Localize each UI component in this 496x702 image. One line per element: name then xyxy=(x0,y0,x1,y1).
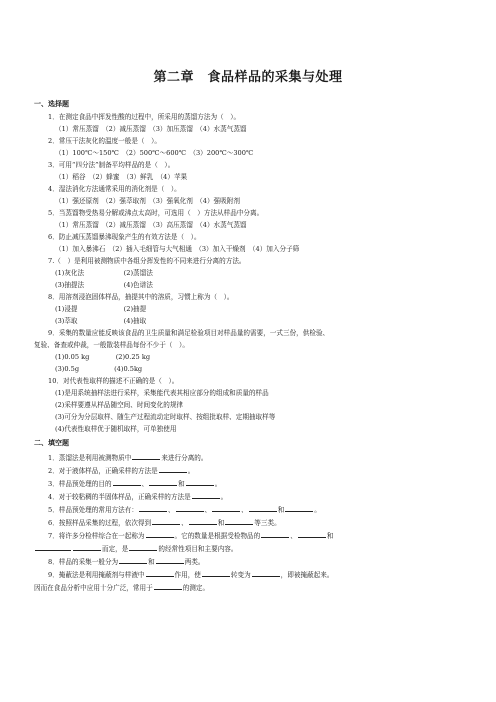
answer-blank[interactable] xyxy=(202,570,230,577)
question-line: (2)采样要遵从样品随空间、时间变化的规律 xyxy=(55,401,184,409)
answer-blank[interactable] xyxy=(152,518,180,525)
fill-text: 、 xyxy=(241,506,248,514)
fill-text: 等三类。 xyxy=(254,519,281,527)
fill-text: 4．对于较粘稠的半固体样品，正确采样的方法是 xyxy=(48,493,191,501)
fill-text: 、 xyxy=(181,519,188,527)
fill-question-line xyxy=(48,492,227,501)
answer-blank[interactable] xyxy=(129,544,157,551)
fill-text: 、 xyxy=(141,480,149,488)
question-line: 复验、备查或仲裁，一般散装样品每份不少于（ ）。 xyxy=(34,341,189,349)
question-line: 10．对代表性取样的描述不正确的是（ ）。 xyxy=(48,377,179,385)
fill-question-line xyxy=(48,479,221,488)
question-line: 8．用溶剂浸泡固体样品，抽提其中的溶质，习惯上称为（ ）。 xyxy=(48,293,234,301)
question-line: 2．常压干法灰化的温度一般是（ ）。 xyxy=(48,137,161,145)
question-line: （1）稻谷 （2）蜂蜜 （3）鲜乳 （4）苹果 xyxy=(55,173,188,181)
fill-text: 6．按照样品采集的过程，依次得到 xyxy=(48,519,152,527)
section-heading-choice: 一、选择题 xyxy=(34,99,69,108)
question-line: （1）加入暴沸石 （2）插入毛细管与大气相通 （3）加入干燥剂 （4）加入分子筛 xyxy=(55,245,300,253)
fill-text: 和 xyxy=(326,532,334,540)
fill-text: 来进行分离的。 xyxy=(161,454,208,462)
fill-question-line xyxy=(48,453,207,462)
answer-blank[interactable] xyxy=(186,479,214,486)
answer-blank[interactable] xyxy=(249,505,277,512)
answer-blank[interactable] xyxy=(156,557,184,564)
answer-blank[interactable] xyxy=(159,466,187,473)
fill-text: 和 xyxy=(178,480,185,488)
answer-blank[interactable] xyxy=(132,453,160,460)
fill-text: 、 xyxy=(204,506,212,514)
question-line: 3．可用“四分法”制备平均样品的是（ ）。 xyxy=(48,161,175,169)
question-line: 4．湿法消化方法通常采用的消化剂是（ ）。 xyxy=(48,185,181,193)
fill-text: 的经常性项目和主要内容。 xyxy=(158,545,238,553)
fill-question-line xyxy=(34,544,238,553)
fill-text: 的测定。 xyxy=(182,584,210,592)
answer-blank[interactable] xyxy=(298,531,326,538)
question-line: (4)代表性取样优于随机取样，可单独使用 xyxy=(55,425,177,433)
fill-text: 。 xyxy=(314,506,321,514)
fill-text: 。 xyxy=(214,480,222,488)
fill-text: 、 xyxy=(167,506,175,514)
fill-text: 和 xyxy=(277,506,285,514)
fill-text: 两类。 xyxy=(184,558,205,566)
question-line: (1)灰化法 (2)蒸馏法 xyxy=(55,269,153,277)
answer-blank[interactable] xyxy=(119,557,147,564)
answer-blank[interactable] xyxy=(192,492,220,499)
answer-blank[interactable] xyxy=(212,505,240,512)
question-line: (3)萃取 (4)抽取 xyxy=(55,317,147,325)
question-line: 9．采集的数量应能反映该食品的卫生质量和满足检验项目对样品量的需要，一式三份，供检验、 xyxy=(48,329,330,337)
fill-text: 转变为 xyxy=(230,571,251,579)
answer-blank[interactable] xyxy=(146,570,174,577)
fill-text: 9．掩蔽法是利用掩蔽剂与样液中 xyxy=(48,571,145,579)
answer-blank[interactable] xyxy=(285,505,313,512)
answer-blank[interactable] xyxy=(189,518,217,525)
question-line: 6．防止减压蒸馏暴沸现象产生的有效方法是（ ）。 xyxy=(48,233,201,241)
fill-text: 2．对于液体样品，正确采样的方法是 xyxy=(48,467,158,475)
question-line: 1．在测定食品中挥发性酸的过程中，所采用的蒸馏方法为（ ）。 xyxy=(48,113,241,121)
answer-blank[interactable] xyxy=(252,570,280,577)
question-line: （1）100℃～150℃ （2）500℃～600℃ （3）200℃～300℃ xyxy=(55,149,254,157)
fill-text: 和 xyxy=(148,558,155,566)
fill-text: 5．样品预处理的常用方法有： xyxy=(48,506,138,514)
fill-question-line xyxy=(48,505,321,514)
answer-blank[interactable] xyxy=(146,531,174,538)
fill-text: 。它的数量是根据受检物品的 xyxy=(174,532,261,540)
question-line: 5．当蒸馏物受热易分解或沸点太高时，可选用（ ）方法从样品中分离。 xyxy=(48,209,264,217)
answer-blank[interactable] xyxy=(176,505,204,512)
fill-question-line xyxy=(48,570,333,579)
fill-text: 。 xyxy=(220,493,228,501)
question-line: (3)0.5g (4)0.5kg xyxy=(55,365,143,373)
fill-text: 而定，是 xyxy=(102,545,129,553)
fill-text: 和 xyxy=(217,519,225,527)
question-line: (3)可分为分层取样、随生产过程流动定时取样、按组批取样、定期抽取样等 xyxy=(55,413,276,421)
fill-text: 。 xyxy=(187,467,195,475)
fill-question-line xyxy=(48,518,281,527)
question-line: (3)抽提法 (4)色谱法 xyxy=(55,281,153,289)
fill-text: 7．将许多分检样综合在一起称为 xyxy=(48,532,145,540)
fill-text: 3．样品预处理的目的 xyxy=(48,480,112,488)
question-line: 7.（ ）是利用被测物质中各组分挥发性的不同来进行分离的方法。 xyxy=(48,257,246,265)
fill-text: 因而在食品分析中应用十分广泛，常用于 xyxy=(34,584,153,592)
fill-text: 作用，使 xyxy=(174,571,201,579)
answer-blank[interactable] xyxy=(154,583,182,590)
answer-blank[interactable] xyxy=(225,518,253,525)
fill-question-line xyxy=(48,531,333,540)
fill-question-line xyxy=(48,466,194,475)
page-title: 第二章 食品样品的采集与处理 xyxy=(153,70,343,85)
answer-blank[interactable] xyxy=(73,544,101,551)
question-line: (1)浸提 (2)抽提 xyxy=(55,305,147,313)
answer-blank[interactable] xyxy=(35,544,71,551)
fill-text: 8．样品的采集一般分为 xyxy=(48,558,119,566)
question-line: （1）常压蒸馏 （2）减压蒸馏 （3）高压蒸馏 （4）水蒸气蒸馏 xyxy=(55,221,247,229)
question-line: (1)是用系统抽样法进行采样，采集能代表其相应部分的组成和质量的样品 xyxy=(55,389,269,397)
section-heading-fill: 二、填空题 xyxy=(34,438,69,447)
answer-blank[interactable] xyxy=(113,479,141,486)
fill-text: 、 xyxy=(290,532,297,540)
question-line: （1）强还原剂 （2）强萃取剂 （3）强氧化剂 （4）强吸附剂 xyxy=(55,197,240,205)
answer-blank[interactable] xyxy=(139,505,167,512)
answer-blank[interactable] xyxy=(261,531,289,538)
answer-blank[interactable] xyxy=(149,479,177,486)
fill-text: 1．蒸馏法是利用被测物质中 xyxy=(48,454,132,462)
fill-question-line xyxy=(34,583,209,592)
question-line: （1）常压蒸馏 （2）减压蒸馏 （3）加压蒸馏 （4）水蒸气蒸馏 xyxy=(55,125,247,133)
fill-question-line xyxy=(48,557,205,566)
question-line: (1)0.05 kg (2)0.25 kg xyxy=(55,353,151,361)
fill-text: ，即被掩蔽起来。 xyxy=(280,571,334,579)
